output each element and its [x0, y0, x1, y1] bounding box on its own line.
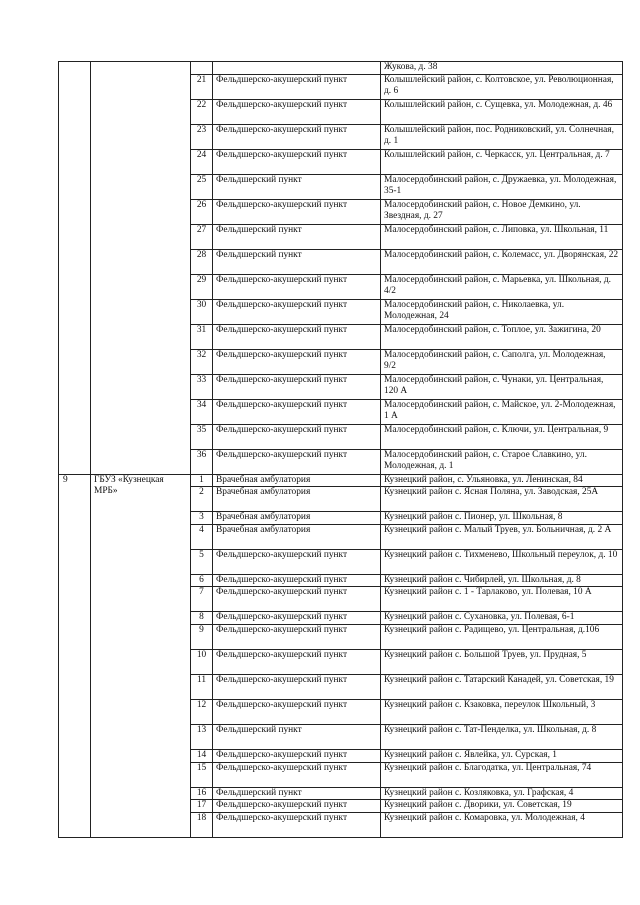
sub-number-cell: 2: [191, 487, 213, 512]
sub-number-cell: 9: [191, 624, 213, 649]
facility-type-cell: Фельдшерско-акушерский пункт: [213, 349, 381, 374]
sub-number-cell: 27: [191, 224, 213, 249]
sub-number-cell: 8: [191, 612, 213, 625]
sub-number-cell: 35: [191, 424, 213, 449]
sub-number-cell: 34: [191, 399, 213, 424]
facility-type-cell: Фельдшерско-акушерский пункт: [213, 574, 381, 587]
address-cell: Кузнецкий район с. Малый Труев, ул. Больничная, д. 2 А: [381, 524, 623, 549]
address-cell: Кузнецкий район с. Большой Труев, ул. Прудная, 5: [381, 649, 623, 674]
address-cell: Кузнецкий район с. Тихменево, Школьный переулок, д. 10: [381, 549, 623, 574]
address-cell: Кузнецкий район с. Радищево, ул. Центральная, д.106: [381, 624, 623, 649]
table-row: [59, 474, 623, 487]
address-cell: Кузнецкий район с. Чибирлей, ул. Школьная, д. 8: [381, 574, 623, 587]
facility-type-cell: Фельдшерско-акушерский пункт: [213, 449, 381, 474]
sub-number-cell: 26: [191, 199, 213, 224]
sub-number-cell: 30: [191, 299, 213, 324]
address-cell: Кузнецкий район с. Татарский Канадей, ул. Советская, 19: [381, 674, 623, 699]
address-cell: Кузнецкий район с. Ясная Поляна, ул. Заводская, 25А: [381, 487, 623, 512]
address-cell: Малосердобинский район, с. Марьевка, ул. Школьная, д. 4/2: [381, 274, 623, 299]
address-cell: Малосердобинский район, с. Майское, ул. 2-Молодежная, 1 А: [381, 399, 623, 424]
facility-type-cell: Фельдшерский пункт: [213, 224, 381, 249]
facility-type-cell: Фельдшерско-акушерский пункт: [213, 762, 381, 787]
address-cell: Кузнецкий район с. Сухановка, ул. Полевая, 6-1: [381, 612, 623, 625]
facility-type-cell: Фельдшерско-акушерский пункт: [213, 800, 381, 813]
facility-type-cell: Фельдшерско-акушерский пункт: [213, 124, 381, 149]
address-cell: Кузнецкий район с. Козляковка, ул. Графская, 4: [381, 787, 623, 800]
sub-number-cell: 18: [191, 812, 213, 837]
facility-type-cell: Фельдшерский пункт: [213, 249, 381, 274]
facility-type-cell: Фельдшерско-акушерский пункт: [213, 612, 381, 625]
facility-table: [58, 61, 623, 838]
address-cell: Малосердобинский район, с. Дружаевка, ул. Молодежная, 35-1: [381, 174, 623, 199]
facility-type-cell: Фельдшерско-акушерский пункт: [213, 699, 381, 724]
facility-type-cell: Фельдшерский пункт: [213, 724, 381, 749]
facility-type-cell: Фельдшерско-акушерский пункт: [213, 199, 381, 224]
sub-number-cell: 36: [191, 449, 213, 474]
facility-type-cell: Фельдшерско-акушерский пункт: [213, 399, 381, 424]
facility-type-cell: Врачебная амбулатория: [213, 512, 381, 525]
facility-type-cell: Фельдшерский пункт: [213, 174, 381, 199]
section-number-cell: [59, 62, 91, 475]
facility-type-cell: Фельдшерско-акушерский пункт: [213, 299, 381, 324]
address-cell: Малосердобинский район, с. Николаевка, ул. Молодежная, 24: [381, 299, 623, 324]
organization-cell: ГБУЗ «Кузнецкая МРБ»: [91, 474, 191, 837]
address-cell: Малосердобинский район, с. Липовка, ул. Школьная, 11: [381, 224, 623, 249]
facility-type-cell: Врачебная амбулатория: [213, 474, 381, 487]
address-cell: Жукова, д. 38: [381, 62, 623, 75]
address-cell: Кузнецкий район с. 1 - Тарлаково, ул. Полевая, 10 А: [381, 587, 623, 612]
sub-number-cell: 6: [191, 574, 213, 587]
address-cell: Кузнецкий район с. Тат-Пенделка, ул. Школьная, д. 8: [381, 724, 623, 749]
facility-table-body: [59, 62, 623, 838]
address-cell: Кузнецкий район с. Благодатка, ул. Центральная, 74: [381, 762, 623, 787]
address-cell: Малосердобинский район, с. Саполга, ул. Молодежная, 9/2: [381, 349, 623, 374]
facility-type-cell: Фельдшерско-акушерский пункт: [213, 274, 381, 299]
sub-number-cell: 33: [191, 374, 213, 399]
facility-type-cell: Врачебная амбулатория: [213, 487, 381, 512]
document-page: [58, 61, 622, 838]
address-cell: Колышлейский район, с. Колтовское, ул. Революционная, д. 6: [381, 74, 623, 99]
address-cell: Кузнецкий район с. Комаровка, ул. Молодежная, 4: [381, 812, 623, 837]
facility-type-cell: Фельдшерско-акушерский пункт: [213, 749, 381, 762]
facility-type-cell: Фельдшерско-акушерский пункт: [213, 324, 381, 349]
sub-number-cell: 32: [191, 349, 213, 374]
facility-type-cell: [213, 62, 381, 75]
address-cell: Кузнецкий район с. Дворики, ул. Советская, 19: [381, 800, 623, 813]
sub-number-cell: 28: [191, 249, 213, 274]
sub-number-cell: 17: [191, 800, 213, 813]
facility-type-cell: Фельдшерско-акушерский пункт: [213, 149, 381, 174]
facility-type-cell: Фельдшерско-акушерский пункт: [213, 587, 381, 612]
address-cell: Малосердобинский район, с. Колемасс, ул. Дворянская, 22: [381, 249, 623, 274]
address-cell: Колышлейский район, с. Сущевка, ул. Молодежная, д. 46: [381, 99, 623, 124]
facility-type-cell: Фельдшерско-акушерский пункт: [213, 649, 381, 674]
facility-type-cell: Фельдшерско-акушерский пункт: [213, 549, 381, 574]
sub-number-cell: 14: [191, 749, 213, 762]
sub-number-cell: 22: [191, 99, 213, 124]
sub-number-cell: 11: [191, 674, 213, 699]
sub-number-cell: [191, 62, 213, 75]
facility-type-cell: Фельдшерско-акушерский пункт: [213, 624, 381, 649]
facility-type-cell: Фельдшерско-акушерский пункт: [213, 812, 381, 837]
sub-number-cell: 13: [191, 724, 213, 749]
address-cell: Малосердобинский район, с. Ключи, ул. Центральная, 9: [381, 424, 623, 449]
facility-type-cell: Фельдшерско-акушерский пункт: [213, 99, 381, 124]
sub-number-cell: 1: [191, 474, 213, 487]
address-cell: Кузнецкий район, с. Ульяновка, ул. Ленинская, 84: [381, 474, 623, 487]
sub-number-cell: 5: [191, 549, 213, 574]
sub-number-cell: 25: [191, 174, 213, 199]
sub-number-cell: 29: [191, 274, 213, 299]
sub-number-cell: 7: [191, 587, 213, 612]
address-cell: Кузнецкий район с. Пионер, ул. Школьная, 8: [381, 512, 623, 525]
facility-type-cell: Фельдшерско-акушерский пункт: [213, 74, 381, 99]
address-cell: Малосердобинский район, с. Топлое, ул. Зажигина, 20: [381, 324, 623, 349]
section-number-cell: 9: [59, 474, 91, 837]
organization-cell: [91, 62, 191, 475]
facility-type-cell: Фельдшерско-акушерский пункт: [213, 424, 381, 449]
sub-number-cell: 3: [191, 512, 213, 525]
sub-number-cell: 10: [191, 649, 213, 674]
sub-number-cell: 4: [191, 524, 213, 549]
address-cell: Малосердобинский район, с. Старое Славкино, ул. Молодежная, д. 1: [381, 449, 623, 474]
table-row: [59, 62, 623, 75]
address-cell: Малосердобинский район, с. Чунаки, ул. Центральная, 120 А: [381, 374, 623, 399]
sub-number-cell: 23: [191, 124, 213, 149]
address-cell: Колышлейский район, пос. Родниковский, ул. Солнечная, д. 1: [381, 124, 623, 149]
sub-number-cell: 12: [191, 699, 213, 724]
sub-number-cell: 16: [191, 787, 213, 800]
sub-number-cell: 31: [191, 324, 213, 349]
address-cell: Кузнецкий район с. Явлейка, ул. Сурская, 1: [381, 749, 623, 762]
sub-number-cell: 24: [191, 149, 213, 174]
facility-type-cell: Фельдшерско-акушерский пункт: [213, 374, 381, 399]
address-cell: Кузнецкий район с. Кзаковка, переулок Школьный, 3: [381, 699, 623, 724]
facility-type-cell: Врачебная амбулатория: [213, 524, 381, 549]
address-cell: Малосердобинский район, с. Новое Демкино, ул. Звездная, д. 27: [381, 199, 623, 224]
facility-type-cell: Фельдшерский пункт: [213, 787, 381, 800]
address-cell: Колышлейский район, с. Черкасск, ул. Центральная, д. 7: [381, 149, 623, 174]
facility-type-cell: Фельдшерско-акушерский пункт: [213, 674, 381, 699]
sub-number-cell: 15: [191, 762, 213, 787]
sub-number-cell: 21: [191, 74, 213, 99]
